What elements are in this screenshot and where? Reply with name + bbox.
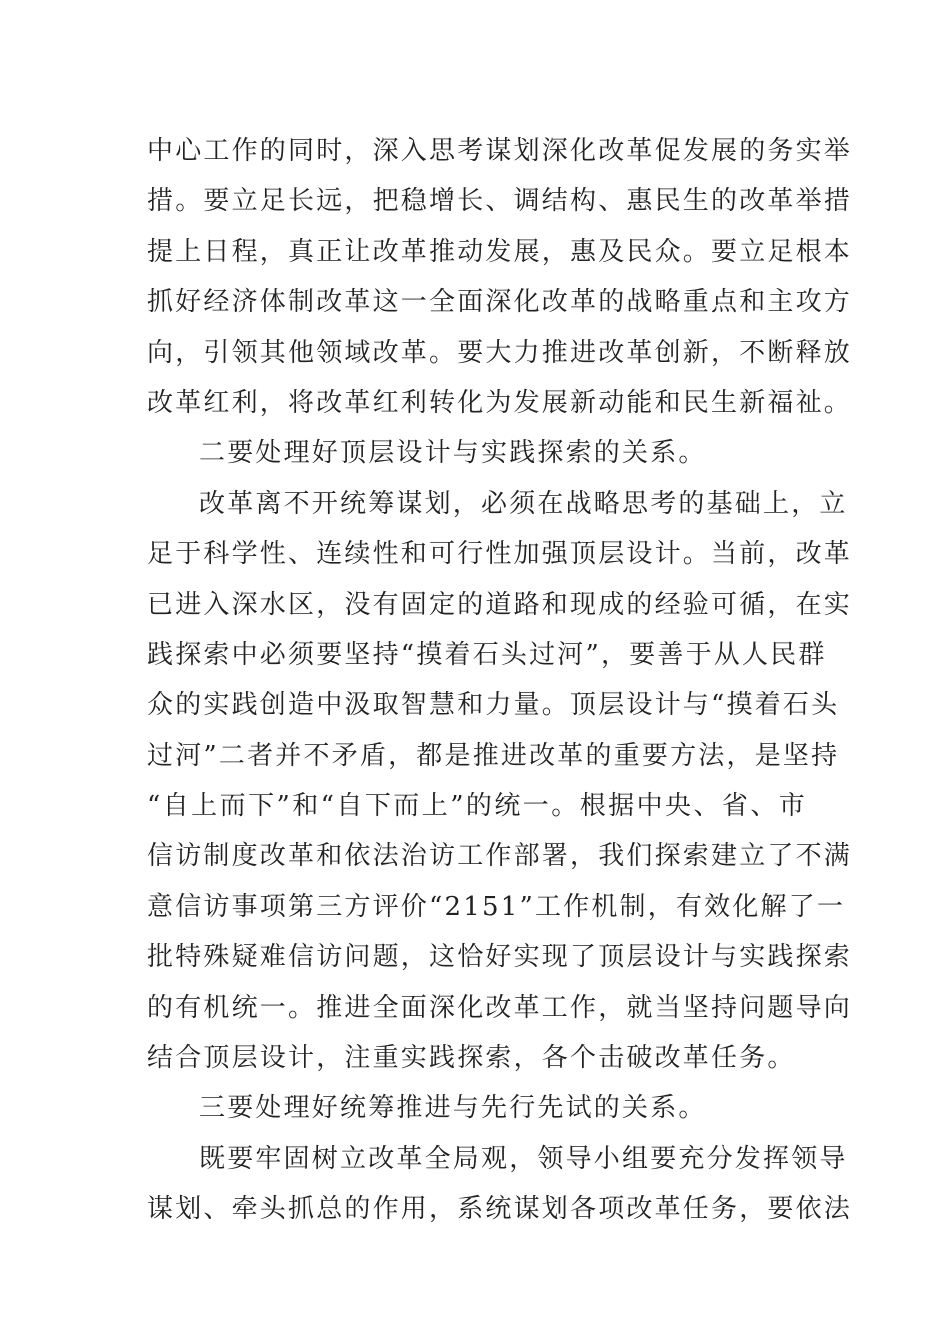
text-line: 谋划、牵头抓总的作用，系统谋划各项改革任务，要依法 xyxy=(147,1194,853,1225)
heading-line: 三要处理好统筹推进与先行先试的关系。 xyxy=(199,1093,707,1124)
text-line: 提上日程，真正让改革推动发展，惠及民众。要立足根本 xyxy=(147,236,853,267)
paragraph-overall-promotion xyxy=(147,1134,853,1235)
text-line: 改革离不开统筹谋划，必须在战略思考的基础上，立 xyxy=(199,488,848,519)
text-line: 措。要立足长远，把稳增长、调结构、惠民生的改革举措 xyxy=(147,186,853,217)
text-line: 向，引领其他领域改革。要大力推进改革创新，不断释放 xyxy=(147,337,853,368)
section-heading-top-level-design xyxy=(147,428,807,478)
text-line: 足于科学性、连续性和可行性加强顶层设计。当前，改革 xyxy=(147,539,853,570)
text-line: 信访制度改革和依法治访工作部署，我们探索建立了不满 xyxy=(147,841,853,872)
document-body xyxy=(147,126,853,1235)
text-line: 过河”二者并不矛盾，都是推进改革的重要方法，是坚持 xyxy=(147,740,840,771)
text-line: 的有机统一。推进全面深化改革工作，就当坚持问题导向 xyxy=(147,992,853,1023)
section-heading-overall-promotion xyxy=(147,1083,807,1133)
text-line: 践探索中必须要坚持“摸着石头过河”，要善于从人民群 xyxy=(147,639,827,670)
text-line: 中心工作的同时，深入思考谋划深化改革促发展的务实举 xyxy=(147,136,853,166)
heading-line: 二要处理好顶层设计与实践探索的关系。 xyxy=(199,438,707,469)
paragraph-reform-measures xyxy=(147,126,853,428)
text-line: 抓好经济体制改革这一全面深化改革的战略重点和主攻方 xyxy=(147,287,853,318)
text-line: 改革红利，将改革红利转化为发展新动能和民生新福祉。 xyxy=(147,387,853,418)
text-line: 批特殊疑难信访问题，这恰好实现了顶层设计与实践探索 xyxy=(147,942,853,973)
text-line: 结合顶层设计，注重实践探索，各个击破改革任务。 xyxy=(147,1043,796,1074)
paragraph-top-level-design xyxy=(147,479,853,1084)
text-line: 意信访事项第三方评价“2151”工作机制，有效化解了一 xyxy=(147,891,846,922)
text-line: 已进入深水区，没有固定的道路和现成的经验可循，在实 xyxy=(147,589,853,620)
text-line: 既要牢固树立改革全局观，领导小组要充分发挥领导 xyxy=(199,1143,848,1174)
text-line: 众的实践创造中汲取智慧和力量。顶层设计与“摸着石头 xyxy=(147,690,840,721)
text-line: “自上而下”和“自下而上”的统一。根据中央、省、市 xyxy=(147,791,807,822)
